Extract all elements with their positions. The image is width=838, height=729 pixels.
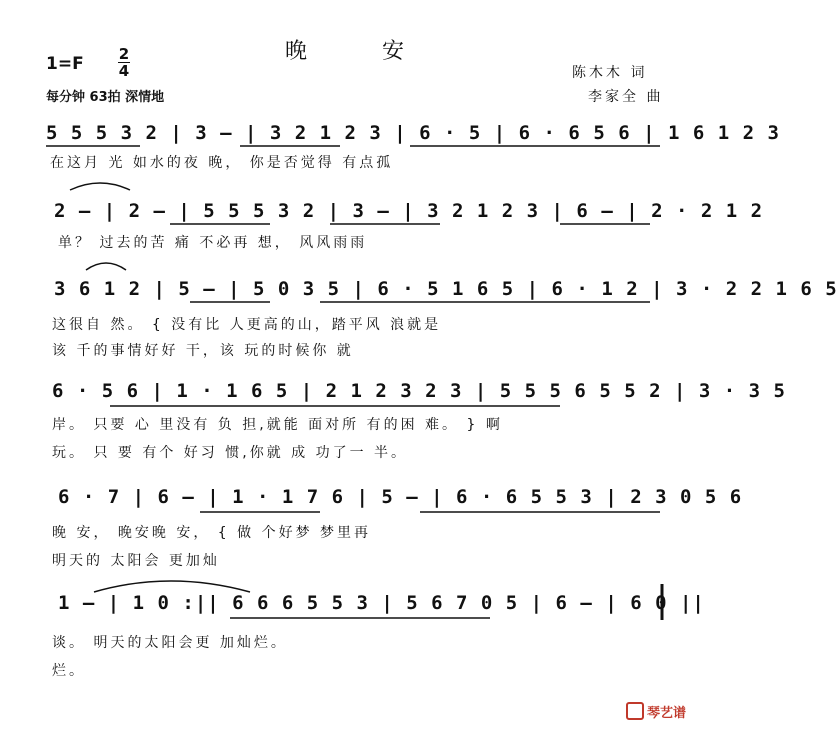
logo-icon [626, 702, 644, 720]
lyricist-credit: 陈木木 词 [572, 65, 648, 81]
score-row-1-lyrics: 在这月 光 如水的夜 晚， 你是否觉得 有点孤 [50, 155, 394, 171]
score-row-3-lyrics-verse-2: 该 千的事情好好 干，该 玩的时候你 就 [52, 343, 354, 359]
song-title: 晚 安 [285, 39, 438, 64]
score-row-6-lyrics-verse-2: 烂。 [52, 663, 86, 679]
score-row-4-lyrics-verse-2: 玩。 只 要 有个 好习 惯,你就 成 功了一 半。 [52, 445, 409, 461]
score-row-4-lyrics-verse-1: 岸。 只要 心 里没有 负 担,就能 面对所 有的困 难。 } 啊 [52, 417, 503, 433]
meter-top: 2 [118, 45, 130, 63]
slur-row-2 [70, 183, 130, 190]
score-row-4-notes: 6 · 5 6 | 1 · 1 6 5 | 2 1 2 3 2 3 | 5 5 5 6 5 5 2 | 3 · 3 5 [52, 380, 786, 402]
tempo-marking: 每分钟 63拍 深情地 [46, 90, 165, 105]
score-row-5-lyrics-verse-1: 晚 安， 晚安晚 安， { 做 个好梦 梦里再 [52, 525, 372, 541]
score-row-1-notes: 5 5 5 3 2 | 3 – | 3 2 1 2 3 | 6 · 5 | 6 · 6 5 6 | 1 6 1 2 3 [46, 122, 780, 144]
score-row-3-notes: 3 6 1 2 | 5 – | 5 0 3 5 | 6 · 5 1 6 5 | 6 · 1 2 | 3 · 2 2 1 6 5 [54, 278, 838, 300]
key-signature: 1=F [46, 54, 84, 74]
score-row-6-notes: 1 – | 1 0 :|| 6 6 6 5 5 3 | 5 6 7 0 5 | 6 – | 6 0 || [58, 592, 705, 614]
watermark-logo [626, 702, 686, 721]
composer-credit: 李家全 曲 [588, 89, 664, 105]
meter-bottom: 4 [118, 62, 130, 80]
score-row-5-notes: 6 · 7 | 6 – | 1 · 1 7 6 | 5 – | 6 · 6 5 5 3 | 2 3 0 5 6 [58, 486, 743, 508]
score-row-6-lyrics-verse-1: 谈。 明天的太阳会更 加灿烂。 [52, 635, 288, 651]
score-row-3-lyrics-verse-1: 这很自 然。 { 没有比 人更高的山，踏平风 浪就是 [52, 317, 442, 333]
score-row-2-lyrics: 单？ 过去的苦 痛 不必再 想， 风风雨雨 [58, 235, 368, 251]
score-row-2-notes: 2 – | 2 – | 5 5 5 3 2 | 3 – | 3 2 1 2 3 | 6 – | 2 · 2 1 2 [54, 200, 764, 222]
slur-row-6 [94, 581, 250, 592]
score-row-5-lyrics-verse-2: 明天的 太阳会 更加灿 [52, 553, 220, 569]
slur-row-3 [86, 263, 126, 270]
logo-text: 琴艺谱 [646, 706, 686, 721]
